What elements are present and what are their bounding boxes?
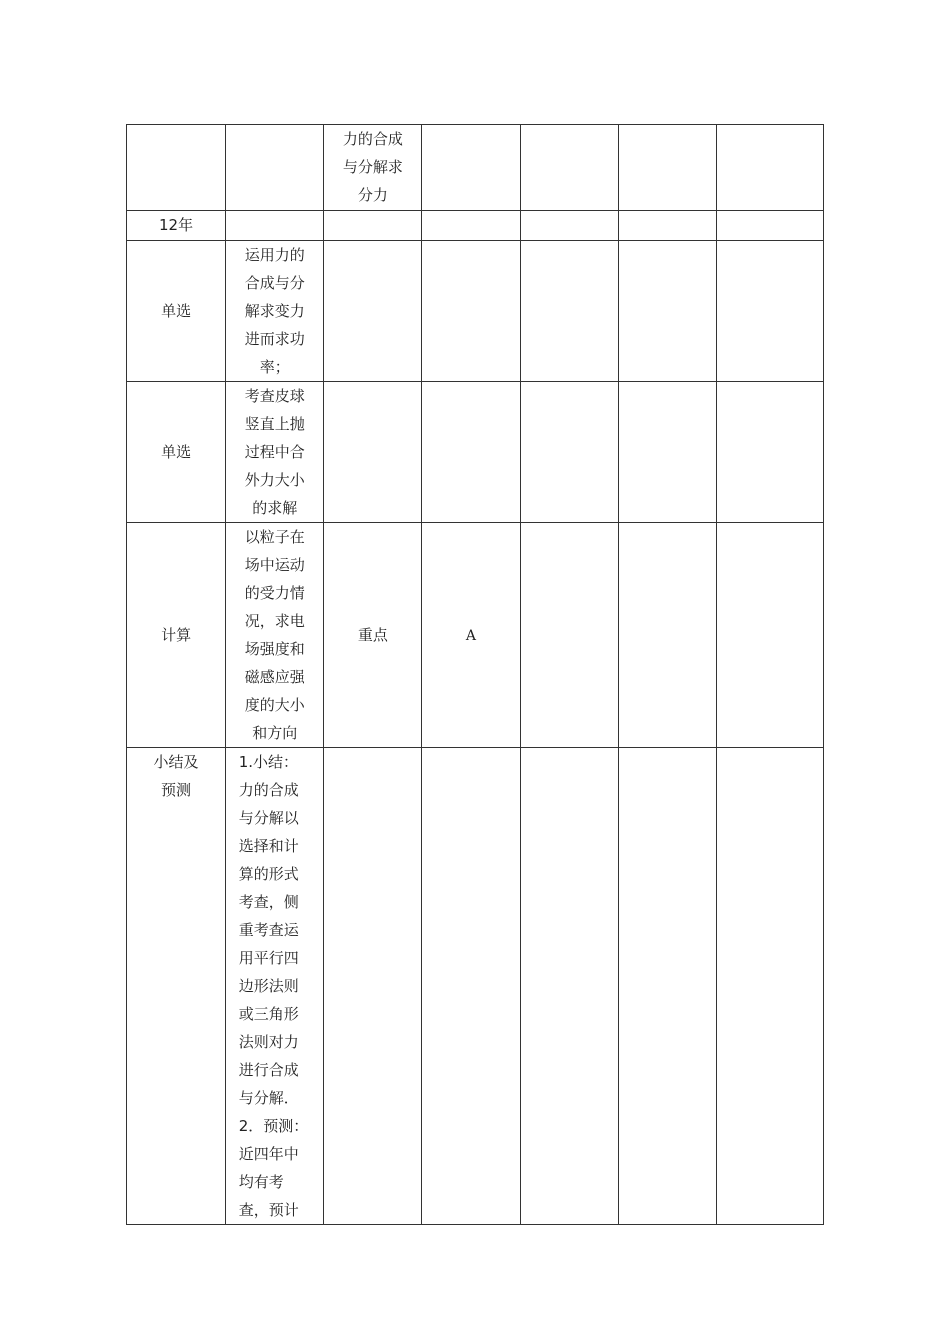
table-cell [324,523,422,748]
cell-text: 以粒子在场中运动的受力情况，求电场强度和磁感应强度的大小和方向 [244,528,305,742]
table-cell [618,125,716,211]
table-cell [127,523,226,748]
table-cell [520,125,618,211]
table-cell [324,211,422,241]
table-cell [716,241,823,382]
table-cell [226,211,324,241]
cell-text: 1.小结：力的合成与分解以选择和计算的形式考查，侧重考查运用平行四边形法则或三角形法则对力进行合成与分解．2．预测：近四年中均有考查，预计 [238,753,309,1219]
table-cell [324,241,422,382]
table-cell [618,523,716,748]
table-cell [324,125,422,211]
table-row [127,523,824,748]
table-cell [716,125,823,211]
table-cell [127,241,226,382]
table-cell [618,748,716,1225]
cell-text: 单选 [161,443,192,461]
table-cell [127,211,226,241]
table-cell [422,523,520,748]
table-cell [127,382,226,523]
exam-analysis-table [126,124,824,1225]
table-cell [716,523,823,748]
table-cell [226,382,324,523]
cell-text: 重点 [357,626,388,644]
table-cell [422,382,520,523]
cell-text: 考查皮球竖直上抛过程中合外力大小的求解 [244,387,305,517]
table-cell [618,382,716,523]
table-cell [422,241,520,382]
table-cell [520,382,618,523]
table-cell [520,211,618,241]
table-cell [520,523,618,748]
table-cell [716,382,823,523]
table-row [127,125,824,211]
table-cell [324,382,422,523]
table-cell [422,211,520,241]
table-row [127,382,824,523]
table-cell [226,125,324,211]
table-cell [716,748,823,1225]
cell-text: 计算 [161,626,192,644]
table-row [127,241,824,382]
table-cell [127,748,226,1225]
table-cell [422,748,520,1225]
table-row [127,748,824,1225]
cell-text: 运用力的合成与分解求变力进而求功率； [244,246,305,376]
table-cell [618,241,716,382]
table-cell [520,748,618,1225]
table-cell [127,125,226,211]
table-cell [520,241,618,382]
cell-text: 单选 [161,302,192,320]
table-cell [618,211,716,241]
table-cell [422,125,520,211]
table-cell [716,211,823,241]
table-cell [324,748,422,1225]
cell-text: 小结及预测 [153,753,199,799]
table-cell [226,748,324,1225]
table-cell [226,523,324,748]
cell-text: A [465,627,477,644]
cell-text: 力的合成与分解求分力 [342,130,403,204]
table-row [127,211,824,241]
table-cell [226,241,324,382]
cell-text: 12年 [159,216,194,234]
